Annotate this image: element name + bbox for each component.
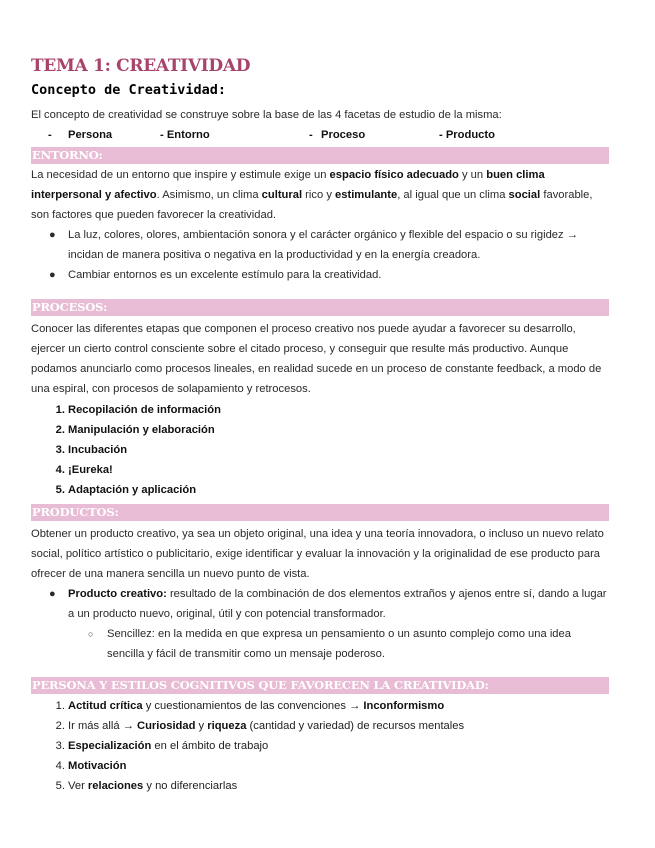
list-item: 2. Manipulación y elaboración bbox=[55, 424, 215, 436]
list-item: 1. Actitud crítica y cuestionamientos de las convenciones → Inconformismo bbox=[55, 700, 445, 712]
entorno-paragraph: La necesidad de un entorno que inspire y estimule exige un espacio físico adecuado y un buen clima interpersonal y afectivo. Asimismo, un clima cultural rico y estimulante, al igual que un clima social favorable, son factores que pueden favorecer la creatividad. bbox=[31, 169, 593, 221]
productos-heading: PRODUCTOS: bbox=[32, 505, 119, 519]
entorno-heading: ENTORNO: bbox=[32, 148, 103, 162]
list-item: 1. Recopilación de información bbox=[55, 404, 221, 416]
section-heading-bar bbox=[31, 147, 609, 164]
list-item: 5. Ver relaciones y no diferenciarlas bbox=[55, 780, 238, 792]
bullet-icon: ● bbox=[49, 588, 56, 600]
section-heading-bar bbox=[31, 677, 609, 694]
entorno-bullet: ● La luz, colores, olores, ambientación sonora y el carácter orgánico y flexible del espacio o su rigidez → incidan de manera positiva o negativa en la productividad y en la energía creadora. bbox=[31, 225, 611, 265]
facet-proceso: Proceso bbox=[321, 129, 366, 141]
list-item: 5. Adaptación y aplicación bbox=[55, 484, 197, 496]
entorno-bullet: ● Cambiar entornos es un excelente estímulo para la creatividad. bbox=[31, 265, 611, 285]
bullet-icon: ● bbox=[49, 229, 56, 241]
facet-producto: - Producto bbox=[439, 129, 495, 141]
hollow-bullet-icon: ○ bbox=[88, 629, 94, 639]
intro-paragraph: El concepto de creatividad se construye sobre la base de las 4 facetas de estudio de la misma: bbox=[31, 109, 502, 121]
procesos-paragraph: Conocer las diferentes etapas que componen el proceso creativo nos puede ayudar a favorecer su desarrollo, ejercer un cierto control consciente sobre el citado proceso, y conseguir que resulte más productivo. Aunque podamos anunciarlo como procesos lineales, en realidad sucede en un proceso de constante feedback, a modo de una espiral, con procesos de solapamiento y retrocesos. bbox=[31, 323, 602, 395]
section-heading-bar bbox=[31, 299, 609, 316]
bullet-icon: ● bbox=[49, 269, 56, 281]
page-title: TEMA 1: CREATIVIDAD bbox=[31, 56, 251, 76]
section-subtitle: Concepto de Creatividad: bbox=[31, 82, 227, 98]
list-item: 4. Motivación bbox=[55, 760, 127, 772]
facet-persona: Persona bbox=[68, 129, 113, 141]
productos-sub-bullet: ○ Sencillez: en la medida en que expresa un pensamiento o un asunto complejo como una idea sencilla y fácil de transmitir como un mensaje poderoso. bbox=[31, 624, 611, 664]
procesos-heading: PROCESOS: bbox=[32, 300, 108, 314]
persona-heading: PERSONA Y ESTILOS COGNITIVOS QUE FAVORECEN LA CREATIVIDAD: bbox=[32, 678, 489, 692]
facet-entorno: - Entorno bbox=[160, 129, 210, 141]
list-item: 2. Ir más allá → Curiosidad y riqueza (cantidad y variedad) de recursos mentales bbox=[55, 720, 465, 732]
list-item: 4. ¡Eureka! bbox=[55, 464, 113, 476]
productos-bullet: ● Producto creativo: resultado de la combinación de dos elementos extraños y ajenos entre sí, dando a lugar a un producto nuevo, original, útil y con potencial transformador. bbox=[31, 584, 611, 624]
productos-paragraph: Obtener un producto creativo, ya sea un objeto original, una idea y una teoría innovadora, o incluso un nuevo relato social, político artístico o publicitario, exige identificar y evaluar la innovación y la originalidad de ese producto para ofrecer de una manera sencilla un nuevo punto de vista. bbox=[31, 528, 604, 580]
facets-list bbox=[31, 125, 611, 145]
facet-marker: - bbox=[48, 129, 52, 141]
facet-marker: - bbox=[309, 129, 313, 141]
list-item: 3. Especialización en el ámbito de trabajo bbox=[55, 740, 269, 752]
section-heading-bar bbox=[31, 504, 609, 521]
list-item: 3. Incubación bbox=[55, 444, 128, 456]
